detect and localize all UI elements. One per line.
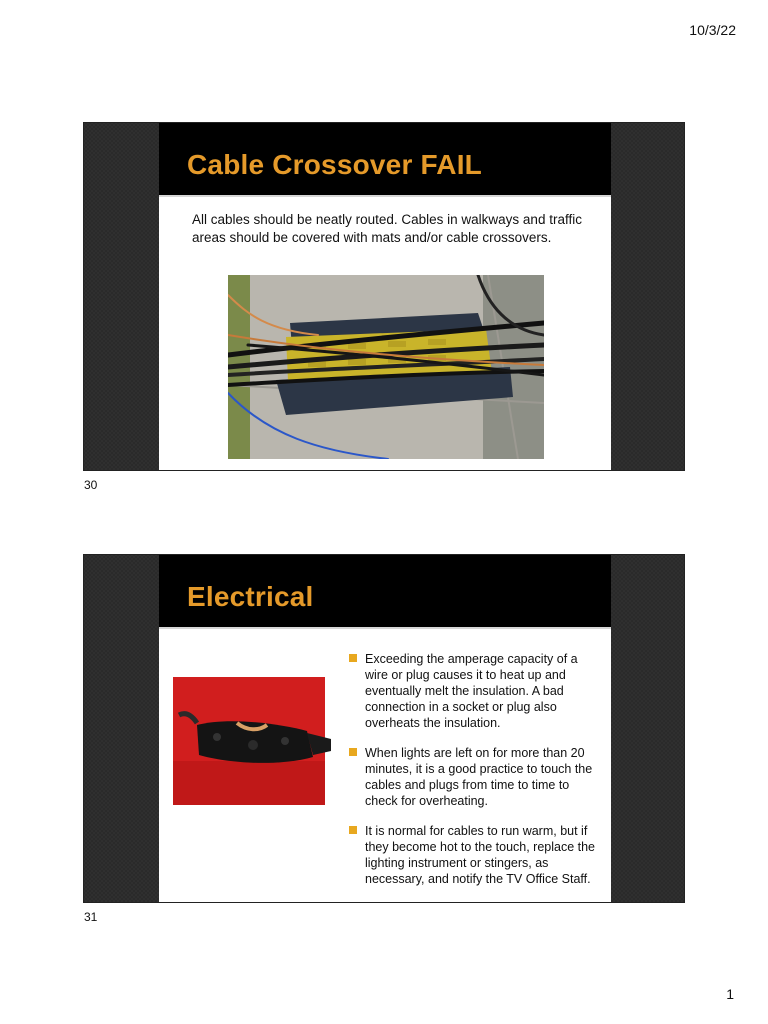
page-number: 1 xyxy=(726,986,734,1002)
bullet-text: It is normal for cables to run warm, but if they become hot to the touch, replace the lighting instrument or stingers, as necessary, and notify the TV Office Staff. xyxy=(365,824,596,886)
slide-title-bar xyxy=(159,123,611,195)
slide-body-text: All cables should be neatly routed. Cables in walkways and traffic areas should be covered with mats and/or cable crossovers. xyxy=(192,212,582,245)
melted-plug-photo xyxy=(167,671,331,811)
bullet-list xyxy=(349,651,604,901)
slide-31 xyxy=(83,554,685,903)
slide-number: 30 xyxy=(84,478,98,492)
square-bullet-icon xyxy=(349,826,357,834)
slide-content xyxy=(159,195,611,471)
slide-title: Cable Crossover FAIL xyxy=(187,149,482,180)
slide-number: 31 xyxy=(84,910,98,924)
list-item xyxy=(349,823,604,887)
list-item xyxy=(349,745,604,809)
square-bullet-icon xyxy=(349,748,357,756)
slide-30 xyxy=(83,122,685,471)
slide-title-bar xyxy=(159,555,611,627)
bullet-text: Exceeding the amperage capacity of a wire or plug causes it to heat up and eventually melt the insulation. A bad connection in a socket or plug also overheats the insulation. xyxy=(365,652,578,730)
slide-content xyxy=(159,627,611,903)
square-bullet-icon xyxy=(349,654,357,662)
list-item xyxy=(349,651,604,731)
bullet-text: When lights are left on for more than 20 minutes, it is a good practice to touch the cables and plugs from time to time to check for overheating. xyxy=(365,746,593,808)
cable-crossover-photo xyxy=(228,275,544,459)
slide-title: Electrical xyxy=(187,581,314,612)
print-date: 10/3/22 xyxy=(689,22,736,38)
